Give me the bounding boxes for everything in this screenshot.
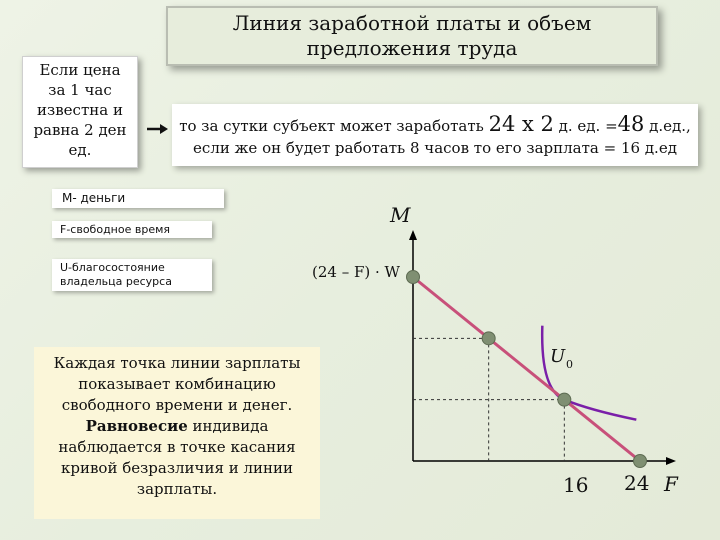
legend-u-line: владельца ресурса: [60, 275, 172, 288]
data-point: [558, 393, 571, 406]
info-line-1: [172, 113, 698, 137]
x-axis-arrow-icon: [666, 457, 676, 465]
indifference-curve: [542, 326, 636, 420]
data-point: [482, 332, 495, 345]
right-arrow-icon: [146, 121, 170, 137]
price-line: за 1 час: [48, 81, 112, 99]
info-result: 48: [617, 112, 645, 136]
page-title: Линия заработной платы и объем предложения труда: [232, 11, 592, 60]
x-tick-label: 24: [624, 471, 650, 495]
wage-line-chart: [300, 200, 700, 500]
data-point: [634, 455, 647, 468]
x-tick-label: 16: [563, 473, 589, 497]
legend-u-line: U-благосостояние: [60, 261, 165, 274]
info-formula: 24 х 2: [488, 112, 554, 136]
price-line: ед.: [68, 141, 92, 159]
info-box: [172, 104, 698, 166]
description-text: индивида наблюдается в точке касания кривой безразличия и линии зарплаты.: [58, 417, 296, 498]
data-point: [407, 271, 420, 284]
legend-m: М- деньги: [52, 189, 224, 208]
price-line: Если цена: [39, 61, 121, 79]
price-line: известна и: [37, 101, 123, 119]
description-bold: Равновесие: [85, 417, 188, 435]
y-axis-arrow-icon: [409, 230, 417, 240]
info-text: то за сутки субъект может заработать: [179, 117, 489, 135]
price-box: [22, 56, 138, 168]
info-text: д. ед. =: [553, 117, 618, 135]
y-axis-label: M: [390, 203, 411, 227]
x-axis-label: F: [664, 472, 678, 496]
curve-label: U: [550, 346, 566, 367]
curve-label-subscript: 0: [566, 358, 573, 371]
wage-line: [413, 277, 640, 461]
legend-u: [52, 259, 212, 291]
title-box: [166, 6, 658, 66]
info-text: д.ед.,: [644, 117, 691, 135]
y-intercept-label: (24 – F) · W: [312, 263, 400, 281]
description-box: [34, 347, 320, 519]
price-line: равна 2 ден: [33, 121, 127, 139]
description-text: Каждая точка линии зарплаты показывает комбинацию свободного времени и денег.: [53, 354, 301, 414]
info-line-2: если же он будет работать 8 часов то его зарплата = 16 д.ед: [193, 139, 677, 157]
legend-f: F-свободное время: [52, 221, 212, 238]
